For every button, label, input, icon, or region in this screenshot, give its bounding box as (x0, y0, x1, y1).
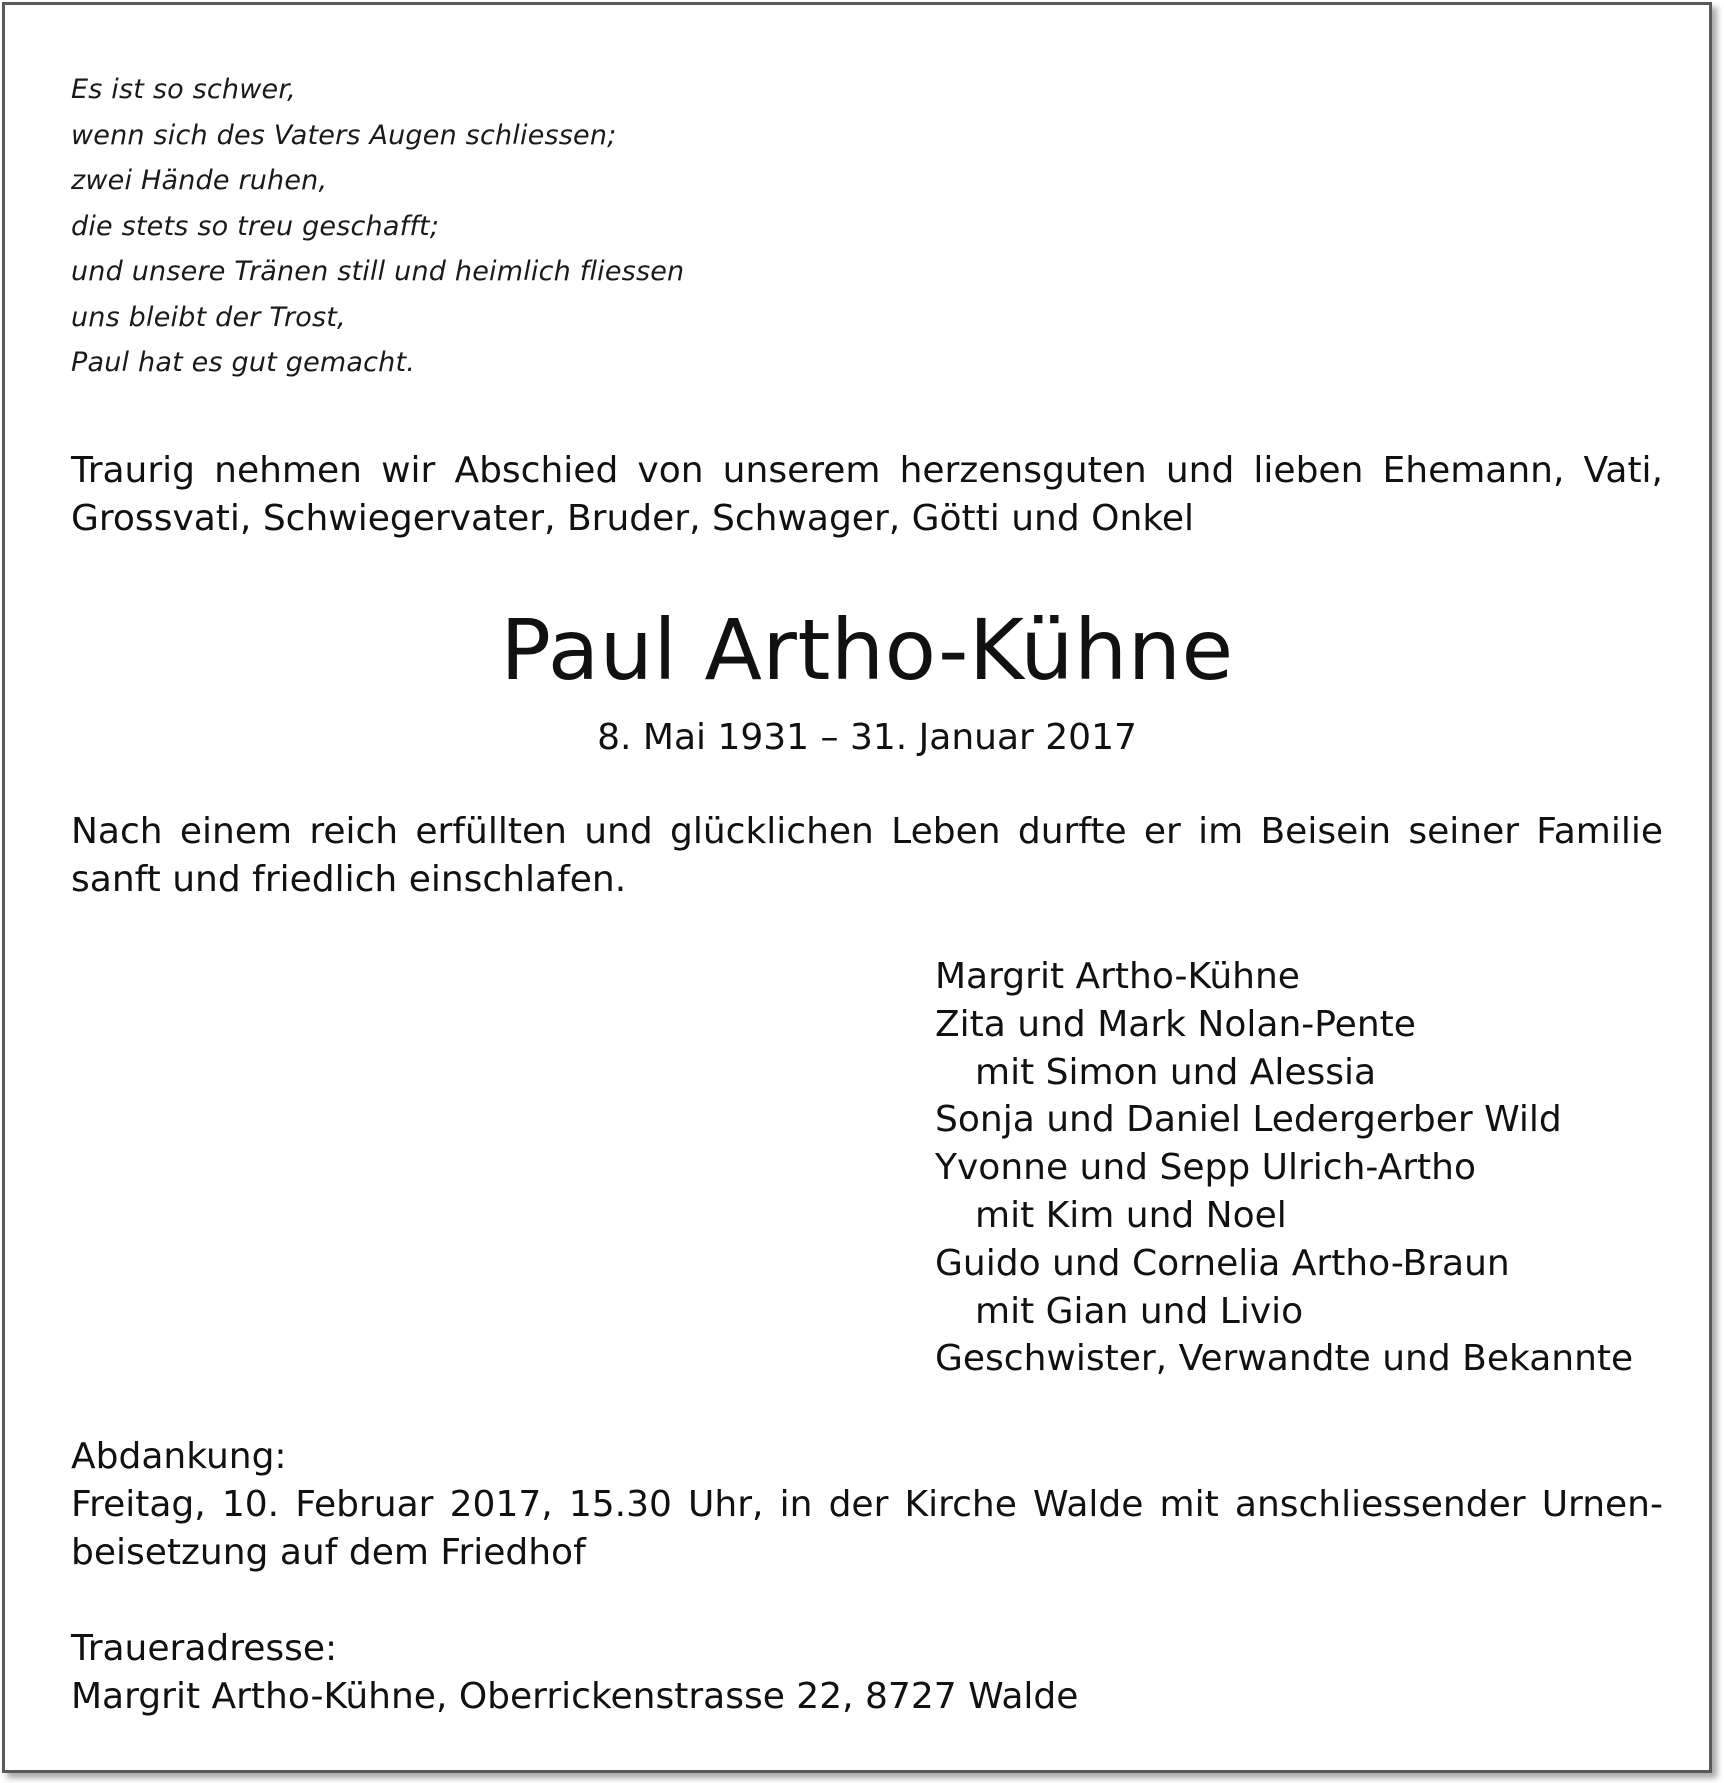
mourner-line: Sonja und Daniel Ledergerber Wild (935, 1099, 1562, 1141)
service-heading: Abdankung: (71, 1436, 287, 1477)
address-details: Margrit Artho-Kühne, Oberrickenstrasse 22, 8727 Walde (71, 1676, 1079, 1717)
poem-line: Paul hat es gut gemacht. (71, 347, 416, 378)
mourner-line: mit Kim und Noel (975, 1194, 1287, 1236)
poem-line: uns bleibt der Trost, (71, 301, 346, 333)
mourner-line: mit Simon und Alessia (975, 1051, 1377, 1093)
poem-line: und unsere Tränen still und heimlich fliessen (71, 256, 685, 287)
poem-line: zwei Hände ruhen, (71, 165, 328, 196)
poem (71, 67, 684, 386)
obituary-notice (2, 2, 1712, 1773)
address-section (71, 1625, 1663, 1721)
mourner-line: mit Gian und Livio (975, 1290, 1304, 1332)
poem-line: die stets so treu geschafft; (71, 210, 440, 242)
poem-line: wenn sich des Vaters Augen schliessen; (71, 119, 617, 151)
mourners-list (935, 953, 1633, 1383)
mourner-line: Margrit Artho-Kühne (935, 956, 1300, 997)
life-dates: 8. Mai 1931 – 31. Januar 2017 (597, 717, 1137, 758)
deceased-name: Paul Artho-Kühne (500, 601, 1234, 699)
mourner-line: Geschwister, Verwandte und Bekannte (935, 1338, 1634, 1380)
mourner-line: Guido und Cornelia Artho-Braun (935, 1242, 1510, 1284)
mourner-line: Yvonne und Sepp Ulrich-Artho (935, 1147, 1476, 1189)
service-details: Freitag, 10. Februar 2017, 15.30 Uhr, in der Kirche Walde mit anschliessender Urnen-beisetzung auf dem Friedhof (71, 1484, 1663, 1573)
service-section (71, 1433, 1663, 1577)
intro-text: Traurig nehmen wir Abschied von unserem herzensguten und lieben Ehemann, Vati, Grossvati, Schwiegervater, Bruder, Schwager, Götti und Onkel (71, 450, 1663, 539)
life-text: Nach einem reich erfüllten und glücklichen Leben durfte er im Beisein seiner Familie sanft und friedlich einschlafen. (71, 811, 1663, 900)
mourner-line: Zita und Mark Nolan-Pente (935, 1003, 1416, 1045)
poem-line: Es ist so schwer, (71, 74, 296, 105)
address-heading: Traueradresse: (71, 1628, 338, 1669)
